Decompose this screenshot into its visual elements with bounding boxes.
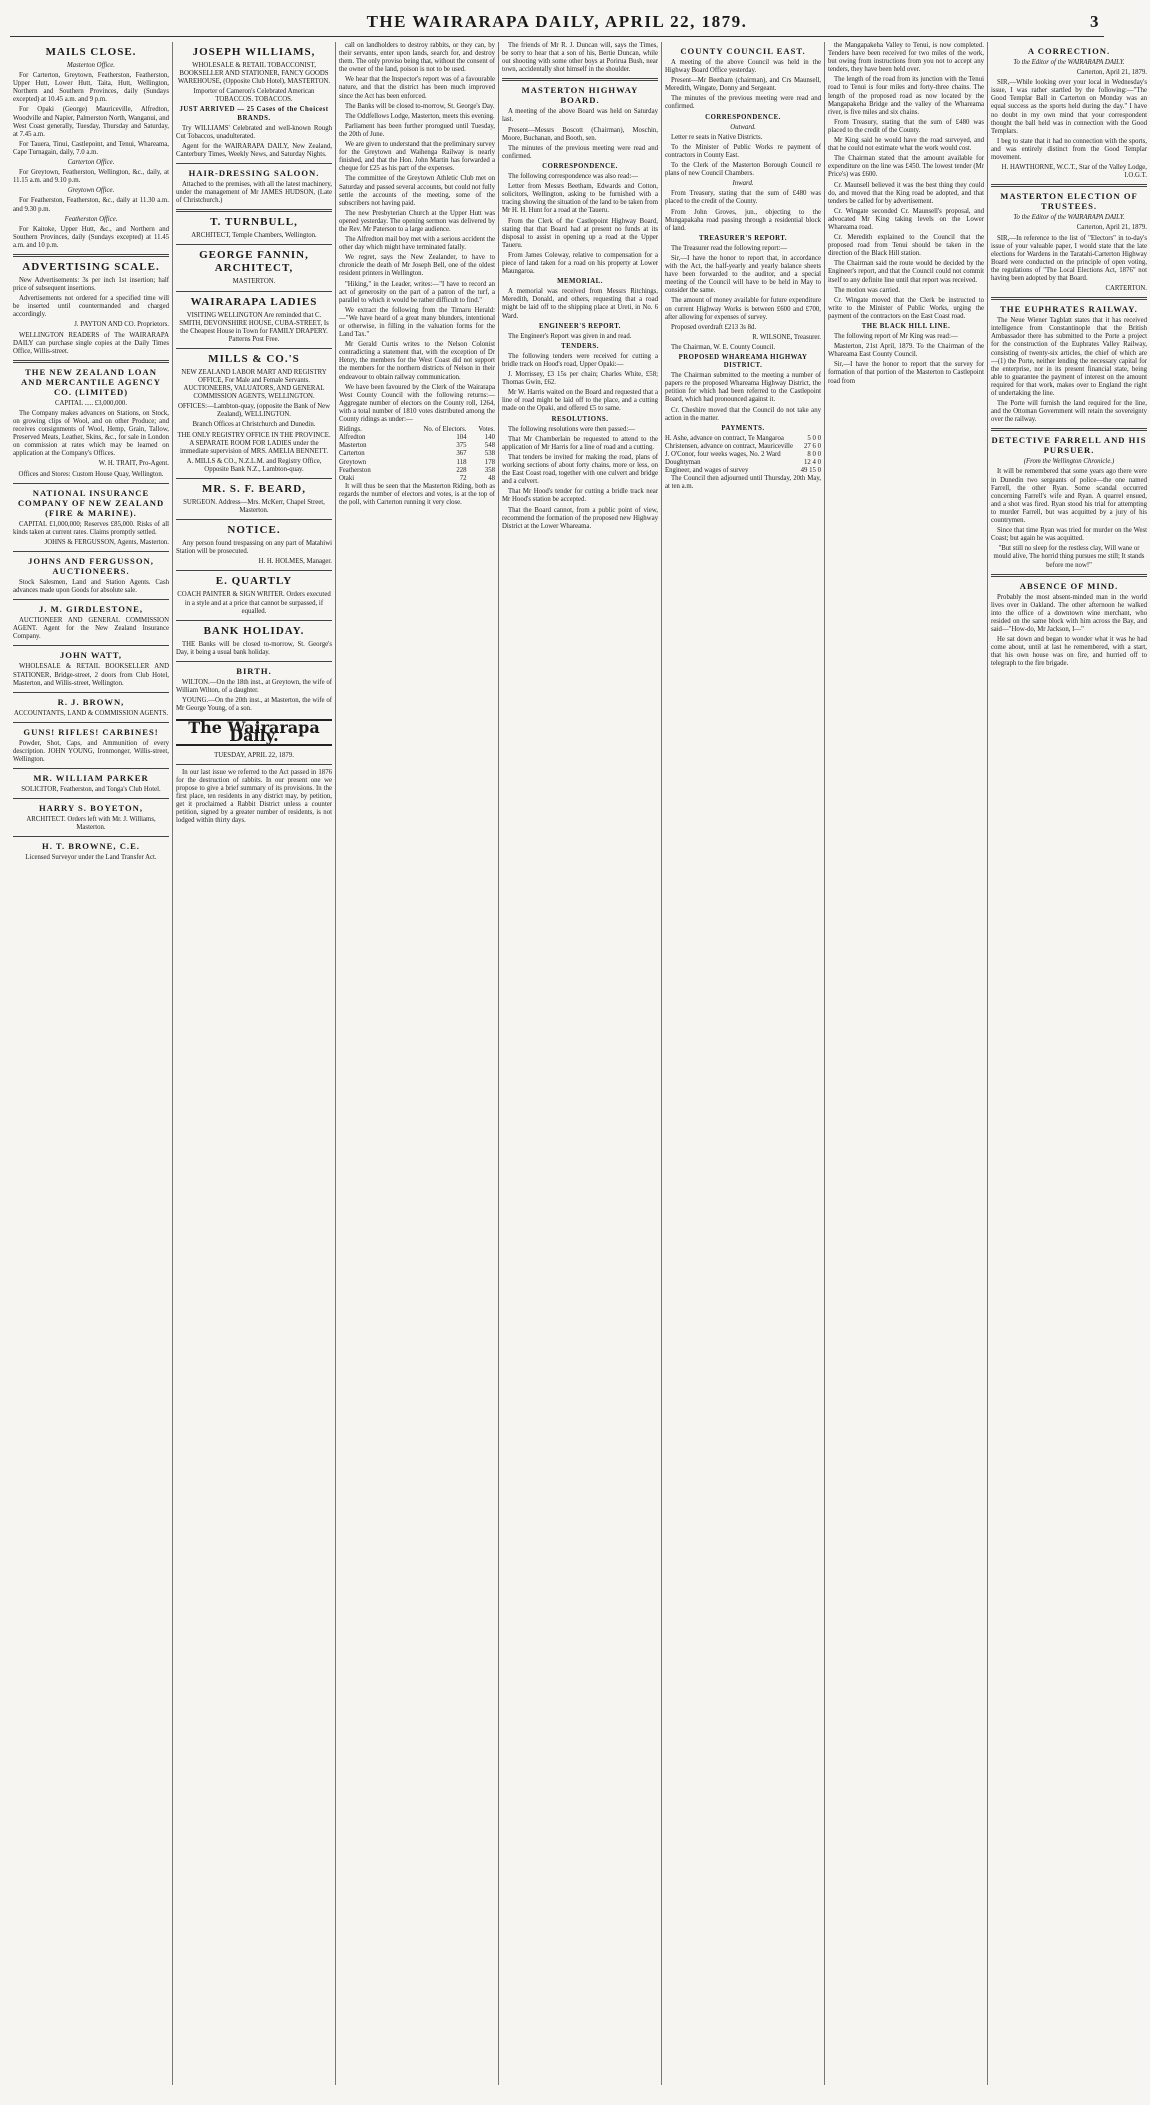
- letter-to: To the Editor of the WAIRARAPA DAILY.: [1013, 214, 1125, 222]
- girdlestone-heading: J. M. GIRDLESTONE,: [38, 604, 144, 615]
- article-text: The length of the road from its junction with the Tenui road to Tenui is four miles and forty-three chains. The length of the proposed road as now located by the Mangapakeha Bridge and the valley of the Whareama river, is five miles and six chains.: [828, 76, 984, 116]
- ridings-table: [339, 426, 495, 483]
- article-text: It will thus be seen that the Masterton Riding, both as regards the number of electors and votes, is at the top of the poll, with Carterton running it very close.: [339, 482, 495, 506]
- article-text: The Neue Wiener Tagblatt states that it has received intelligence from Constantinople that the British Ambassador there has submitted to the Porte a project for the construction of the Euphrates Valley Railway, consisting of twenty-six articles, the chief of which are—(1) the Porte, neither lending the necessary capital for the enterprise, nor in its present financial state, being able to guarantee the payment of interest on the amount required for that work, makes over to England the right of undertaking the line.: [991, 317, 1147, 397]
- farrell-heading: DETECTIVE FARRELL AND HIS PURSUER.: [991, 435, 1147, 456]
- table-cell: Alfredton: [339, 434, 366, 442]
- divider: [991, 574, 1147, 577]
- section-heading: PROPOSED WHAREAMA HIGHWAY DISTRICT.: [678, 354, 808, 370]
- article-text: From Treasury, stating that the sum of £480 was placed to the credit of the County.: [665, 190, 821, 206]
- notice-signature: H. H. HOLMES, Manager.: [258, 558, 332, 566]
- table-cell: Greytown: [339, 458, 367, 466]
- table-row: [339, 450, 495, 458]
- letter-signature: CARTERTON.: [1105, 285, 1147, 293]
- table-cell: 118: [456, 458, 467, 466]
- saloon-heading: HAIR-DRESSING SALOON.: [188, 168, 320, 179]
- insurance-signature: JOHNS & FERGUSSON, Agents, Masterton.: [44, 538, 169, 546]
- article-text: J. Morrissey, £3 15s per chain; Charles White, £58; Thomas Gwin, £62.: [502, 371, 658, 387]
- divider: [13, 768, 169, 769]
- table-row: [339, 442, 495, 450]
- article-text: The Porte will furnish the land required for the line, and the Ottoman Government will retain the sovereignty over the railway.: [991, 400, 1147, 424]
- divider: [13, 483, 169, 484]
- article-text: That tenders be invited for making the road, plans of working sections of about forty chains, more or less, on the East Coast road, together with one culvert and bridge and a culvert.: [502, 453, 658, 486]
- article-text: That the Board cannot, from a public point of view, recommend the formation of the proposed new Highway District at the Lower Whareama.: [502, 506, 658, 530]
- article-text: From the Clerk of the Castlepoint Highway Board, stating that that Board had at present no funds at its disposal to assist in opening up a road at the Upper Taueru.: [502, 217, 658, 249]
- table-cell: 12 4 0: [804, 459, 821, 467]
- subsection-heading: Outward.: [730, 123, 756, 131]
- article-text: Mr King said he would have the road surveyed, and that he could not estimate what the work would cost.: [828, 137, 984, 153]
- table-header: Votes.: [478, 426, 495, 434]
- railway-heading: THE EUPHRATES RAILWAY.: [1000, 304, 1138, 315]
- section-heading: TREASURER'S REPORT.: [698, 234, 788, 242]
- table-row: [339, 467, 495, 475]
- divider: [13, 722, 169, 723]
- divider: [176, 661, 332, 662]
- williams-text: Agent for the WAIRARAPA DAILY, New Zealand, Canterbury Times, Weekly News, and Saturday Nights.: [176, 142, 332, 158]
- article-text: call on landholders to destroy rabbits, or they can, by their servants, enter upon lands, search for, and destroy them. The only proviso being that, without the consent of the owner of the land, poison is not to be used.: [339, 42, 495, 74]
- table-cell: 228: [456, 466, 467, 474]
- section-heading: RESOLUTIONS.: [551, 415, 609, 423]
- williams-text: JUST ARRIVED — 25 Cases of the Choicest BRANDS.: [179, 106, 329, 122]
- fannin-heading: GEORGE FANNIN, ARCHITECT,: [199, 249, 309, 275]
- article-text: Cr. Cheshire moved that the Council do not take any action in the matter.: [665, 406, 821, 422]
- article-text: We extract the following from the Timaru Herald:—"We have heard of a great many blunders, intentional or otherwise, in filling in the valuation forms for the Land Tax.": [339, 306, 495, 339]
- mails-text: For Kaitoke, Upper Hutt, &c., and Northern and Southern Provinces, daily (Sundays excepted) at 11.45 a.m. and 10 p.m.: [13, 225, 169, 249]
- section-heading: PAYMENTS.: [721, 424, 765, 432]
- verse-text: "But still no sleep for the restless clay, Will wane or mould alive, The horrid thing pursues me still; It stands before me now!": [993, 545, 1145, 569]
- insurance-heading: NATIONAL INSURANCE COMPANY OF NEW ZEALAND (FIRE & MARINE).: [17, 487, 165, 518]
- table-cell: 8 0 0: [807, 451, 821, 459]
- mills-text: THE ONLY REGISTRY OFFICE IN THE PROVINCE. A SEPARATE ROOM FOR LADIES under the immediate supervision of MRS. AMELIA BENNETT.: [177, 431, 331, 455]
- advertising-text: WELLINGTON READERS of The WAIRARAPA DAILY can purchase single copies at the Daily Times Office, Willis-street.: [13, 331, 169, 355]
- birth-heading: BIRTH.: [236, 665, 272, 676]
- article-text: From James Coleway, relative to compensation for a piece of land taken for a road on his property at Lower Maungaroa.: [502, 251, 658, 276]
- table-cell: 538: [484, 450, 495, 458]
- table-row: [665, 443, 821, 451]
- board-heading: MASTERTON HIGHWAY BOARD.: [521, 85, 639, 106]
- notice-text: Any person found trespassing on any part of Matahiwi Station will be prosecuted.: [176, 540, 332, 556]
- agency-capital: CAPITAL ..... £3,000,000.: [54, 399, 128, 407]
- divider: [13, 360, 169, 363]
- column-2: [173, 42, 336, 2085]
- table-cell: 367: [456, 450, 467, 458]
- table-cell: Masterton: [339, 442, 367, 450]
- article-text: Letter re seats in Native Districts.: [671, 133, 763, 141]
- article-text: The Chairman said the route would be decided by the Engineer's report, and that the Council could not commit itself to any definite line until that report was received.: [828, 260, 984, 284]
- birth-text: YOUNG.—On the 20th inst., at Masterton, the wife of Mr George Young, of a son.: [176, 697, 332, 713]
- article-text: The minutes of the previous meeting were read and confirmed.: [502, 144, 658, 160]
- article-text: Masterton, 21st April, 1879. To the Chairman of the Whareama East County Council.: [828, 343, 984, 359]
- table-cell: Christensen, advance on contract, Mauriceville: [665, 442, 793, 450]
- article-text: The Council then adjourned until Thursday, 20th May, at ten a.m.: [665, 475, 821, 491]
- article-text: The Oddfellows Lodge, Masterton, meets this evening.: [345, 112, 495, 120]
- section-heading: CORRESPONDENCE.: [542, 162, 618, 170]
- article-text: Probably the most absent-minded man in the world lives over in Oakland. The other afternoon he walked into the office of a downtown wine merchant, who resided on the same block with him across the Bay, and said—"How-do, Mr Jackson, I—": [991, 593, 1147, 633]
- column-6: [825, 42, 988, 2085]
- fannin-text: MASTERTON.: [232, 278, 276, 286]
- divider: [13, 551, 169, 552]
- article-text: Mr Gerald Curtis writes to the Nelson Colonist contradicting a statement that, with the exception of Dr Henry, the members for the West Coast did not support the members for the northern districts of Nelson in their endeavour to obtain railway communication.: [339, 341, 495, 381]
- watt-text: WHOLESALE & RETAIL BOOKSELLER AND STATIONER, Bridge-street, 2 doors from Club Hotel, Masterton, and Willis-street, Wellington.: [13, 663, 169, 687]
- divider: [176, 570, 332, 571]
- table-cell: 49 15 0: [800, 467, 821, 475]
- article-text: Cr. Meredith explained to the Council that the proposed road from Tenui should be taken in the direction of the Black Hill station.: [828, 234, 984, 258]
- table-cell: Doughtyman: [665, 459, 701, 467]
- ladies-heading: WAIRARAPA LADIES: [190, 295, 318, 308]
- column-7: [988, 42, 1150, 2085]
- section-heading: MEMORIAL.: [557, 278, 603, 286]
- article-text: The minutes of the previous meeting were read and confirmed.: [665, 95, 821, 111]
- correction-heading: A CORRECTION.: [1027, 46, 1111, 56]
- brown-text: ACCOUNTANTS, LAND & COMMISSION AGENTS.: [13, 709, 169, 717]
- divider: [176, 209, 332, 212]
- advertising-text: New Advertisements: 3s per inch 1st insertion; half price of subsequent insertions.: [13, 276, 169, 293]
- article-text: To the Minister of Public Works re payment of contractors in County East.: [665, 143, 821, 159]
- divider: [176, 478, 332, 479]
- beard-text: SURGEON. Address—Mrs. McKerr, Chapel Street, Masterton.: [183, 499, 325, 515]
- mails-heading: MAILS CLOSE.: [45, 46, 137, 58]
- girdlestone-text: AUCTIONEER AND GENERAL COMMISSION AGENT. Agent for the New Zealand Insurance Company.: [13, 617, 169, 641]
- article-text: SIR,—While looking over your local in Wednesday's issue, I was rather startled by the following:—"The Good Templar Ball in Carterton on Monday was an equal success as the sports held during the day." I have no doubt in my own mind that your correspondent thought the ball held was in connection with the Good Templars.: [991, 79, 1147, 135]
- article-text: The Chairman stated that the amount available for expenditure on the line was £450. The lowest tender (Mr Price's) was £600.: [828, 155, 984, 179]
- mills-text: Branch Offices at Christchurch and Dunedin.: [192, 421, 316, 429]
- table-cell: Otaki: [339, 474, 355, 482]
- article-text: I beg to state that it had no connection with the sports, and was entirely distinct from the Good Templar movement.: [991, 137, 1147, 162]
- insurance-text: CAPITAL £1,000,000; Reserves £85,000. Risks of all kinds taken at current rates. Claims promptly settled.: [13, 520, 169, 536]
- mills-text: NEW ZEALAND LABOR MART AND REGISTRY OFFICE, For Male and Female Servants. AUCTIONEERS, VALUATORS, AND GENERAL COMMISSION AGENTS, WELLINGTON.: [181, 368, 327, 401]
- table-row: [665, 451, 821, 459]
- table-cell: Featherston: [339, 466, 371, 474]
- divider: [13, 645, 169, 646]
- mails-text: For Tauera, Tinui, Castlepoint, and Tenui, Whareama, Cape Turnagain, daily, 7.0 a.m.: [13, 140, 169, 156]
- divider: [13, 692, 169, 693]
- holiday-text: THE Banks will be closed to-morrow, St. George's Day, it being a usual bank holiday.: [176, 640, 332, 656]
- agency-heading: THE NEW ZEALAND LOAN AND MERCANTILE AGENCY CO. (LIMITED): [21, 366, 161, 397]
- article-text: From John Groves, jun., objecting to the Mungapakaha road passing through a residential block of land.: [665, 208, 821, 232]
- holiday-heading: BANK HOLIDAY.: [203, 624, 305, 637]
- advertising-heading: ADVERTISING SCALE.: [22, 260, 160, 273]
- article-text: The motion was carried.: [834, 286, 901, 294]
- quartly-heading: E. QUARTLY: [215, 575, 293, 588]
- article-text: Letter from Messrs Beetham, Edwards and Cotton, solicitors, Wellington, asking to be furnished with a tracing showing the situation of the land to be taken from Mr H. H. Hunt for a road at the Taueru.: [502, 183, 658, 215]
- article-text: The Alfredton mail boy met with a serious accident the other day which might have terminated fatally.: [339, 236, 495, 252]
- table-row: [665, 459, 821, 467]
- notice-heading: NOTICE.: [227, 524, 281, 537]
- turnbull-text: ARCHITECT, Temple Chambers, Wellington.: [191, 232, 317, 240]
- article-text: Since that time Ryan was tried for murder on the West Coast; but again he was acquitted.: [991, 527, 1147, 543]
- page-number: 3: [1090, 12, 1100, 31]
- article-text: The new Presbyterian Church at the Upper Hutt was opened yesterday. The opening sermon was delivered by the Rev. Mr Paterson to a large audience.: [339, 209, 495, 233]
- mails-text: For Carterton, Greytown, Featherston, Featherston, Upper Hutt, Lower Hutt, Taita, Hutt, Wellington, Northern and Southern Provinces, daily (Sundays excepted) at 10.45 a.m. and 9 p.m.: [13, 72, 169, 104]
- table-header: No. of Electors.: [423, 426, 467, 434]
- watt-heading: JOHN WATT,: [59, 650, 123, 661]
- subsection-heading: Inward.: [732, 180, 754, 188]
- article-text: A meeting of the above Board was held on Saturday last.: [502, 108, 658, 124]
- table-cell: 548: [484, 442, 495, 450]
- table-cell: Carterton: [339, 450, 365, 458]
- divider: [502, 78, 658, 81]
- mails-sub-greytown: Greytown Office.: [67, 187, 115, 195]
- beard-heading: MR. S. F. BEARD,: [202, 483, 306, 495]
- section-heading: TENDERS.: [561, 342, 599, 350]
- article-text: Sir,—I have the honor to report that, in accordance with the Act, the half-yearly and yearly balance sheets have been forwarded to the auditor, and a special meeting of the Council will have to be held in May to consider the same.: [665, 254, 821, 295]
- table-cell: J. O'Conor, four weeks wages, No. 2 Ward: [665, 451, 781, 459]
- article-text: The Chairman, W. E. County Council.: [671, 343, 776, 351]
- divider: [13, 798, 169, 799]
- agency-signature: W. H. TRAIT, Pro-Agent.: [98, 460, 169, 468]
- absence-heading: ABSENCE OF MIND.: [1019, 580, 1119, 591]
- agency-text: The Company makes advances on Stations, on Stock, on growing clips of Wool, and on other Produce; and receives consignments of Wool, Hemp, Grain, Tallow, Preserved Meats, Leather, Skins, &c., for sale in London on commission at rates which may be learned on application at the Company's Offices.: [13, 409, 169, 458]
- article-text: To the Clerk of the Masterton Borough Council re plans of new Council Chambers.: [665, 162, 821, 178]
- page-title: THE WAIRARAPA DAILY, APRIL 22, 1879.: [366, 12, 748, 31]
- article-text: Mr W. Harris waited on the Board and requested that a line of road might be laid off to the place, and a cutting made on the Opaki, and offered £5 to same.: [502, 389, 658, 413]
- browne-heading: H. T. BROWNE, C.E.: [42, 841, 140, 852]
- article-text: The following tenders were received for cutting a bridle track on Hood's road, Upper Opaki:—: [502, 352, 658, 368]
- article-text: Parliament has been further prorogued until Tuesday, the 20th of June.: [339, 122, 495, 138]
- divider: [991, 297, 1147, 300]
- letter-to: To the Editor of the WAIRARAPA DAILY.: [1013, 59, 1125, 66]
- mills-text: OFFICES:—Lambton-quay, (opposite the Bank of New Zealand), WELLINGTON.: [177, 403, 331, 419]
- article-text: SIR,—In reference to the list of "Electors" in to-day's issue of your valuable paper, I would state that the late elections for Wardens in the Taratahi-Carterton Highway Board were conducted on the principle of open voting, the regulations of "The Local Elections Act, 1876" not having been adopted by that Board.: [991, 234, 1147, 282]
- divider: [13, 836, 169, 837]
- turnbull-heading: T. TURNBULL,: [210, 216, 298, 229]
- table-cell: 140: [484, 434, 495, 442]
- article-text: The Engineer's Report was given in and read.: [508, 332, 632, 340]
- article-text: A meeting of the above Council was held in the Highway Board Office yesterday.: [665, 59, 821, 75]
- table-cell: 5 0 0: [807, 434, 821, 442]
- column-3: [336, 42, 499, 2085]
- letter-date: Carterton, April 21, 1879.: [1076, 224, 1147, 232]
- editorial-text: In our last issue we referred to the Act passed in 1876 for the destruction of rabbits. In our present one we propose to give a brief summary of its provisions. In the first place, ten residents in any district may, by petition, get it proclaimed a Rabbit District unless a counter petition, signed by a greater number of residents, is not lodged within thirty days.: [176, 768, 332, 825]
- boyeton-heading: HARRY S. BOYETON,: [38, 803, 144, 814]
- article-text: From Treasury, stating that the sum of £480 was placed to the credit of the County.: [828, 118, 984, 134]
- agency-offices: Offices and Stores: Custom House Quay, Wellington.: [18, 470, 164, 478]
- johns-heading: JOHNS AND FERGUSSON, AUCTIONEERS.: [28, 555, 154, 576]
- mails-text: For Greytown, Featherston, Wellington, &c., daily, at 11.15 a.m. and 9.10 p.m.: [13, 169, 169, 185]
- divider: [176, 291, 332, 292]
- columns: [10, 42, 1147, 2085]
- divider: [176, 244, 332, 245]
- table-header: Ridings.: [339, 426, 362, 434]
- browne-text: Licensed Surveyor under the Land Transfer Act.: [25, 854, 157, 862]
- article-text: Proposed overdraft £213 3s 8d.: [671, 323, 757, 331]
- payments-table: [665, 435, 821, 475]
- divider: [176, 620, 332, 621]
- table-row: [665, 435, 821, 443]
- mills-heading: MILLS & CO.'S: [208, 352, 300, 365]
- article-text: Cr. Wingate moved that the Clerk be instructed to write to the Minister of Public Works, urging the payment of the contractors on the East Coast road.: [828, 296, 984, 320]
- quartly-text: COACH PAINTER & SIGN WRITER. Orders executed in a style and at a price that cannot be surpassed, if equalled.: [177, 591, 331, 615]
- newspaper-banner: The Wairarapa Daily.: [176, 719, 332, 745]
- article-text: That Mr Chamberlain be requested to attend to the application of Mr Harris for a line of road and a cutting.: [502, 435, 658, 451]
- table-cell: 72: [459, 474, 467, 482]
- table-cell: 375: [456, 442, 467, 450]
- article-text: It will be remembered that some years ago there were in Dunedin two sergeants of police—the one named Farrell, the other Ryan. Some scandal occurred concerning Farrell's wife and Ryan. A quarrel ensued, and a shot was fired. Ryan stood his trial for attempting to murder Farrell, but was acquitted by a jury of his countrymen.: [991, 468, 1147, 525]
- article-text: Sir,—I have the honor to report that the survey for formation of that portion of the Masterton to Castlepoint road from: [828, 361, 984, 385]
- article-text: The amount of money available for future expenditure on current Highway Works is between £600 and £700, after allowing for expenses of survey.: [665, 297, 821, 321]
- mails-sub-masterton: Masterton Office.: [67, 62, 115, 69]
- table-row: [339, 434, 495, 442]
- article-text: Cr. Wingate seconded Cr. Maunsell's proposal, and advocated Mr King taking levels on the Lower Whareama road.: [828, 207, 984, 231]
- advertising-signature: J. PAYTON AND CO. Proprietors.: [74, 321, 169, 329]
- article-source: (From the Wellington Chronicle.): [1023, 458, 1115, 466]
- table-header-row: [339, 426, 495, 434]
- column-4: [499, 42, 662, 2085]
- table-cell: 358: [484, 466, 495, 474]
- table-row: [665, 467, 821, 475]
- table-row: [339, 475, 495, 483]
- article-text: Present—Mr Beetham (chairman), and Crs Maunsell, Meredith, Wingate, Donny and Sergeant.: [665, 77, 821, 93]
- divider: [176, 764, 332, 765]
- newspaper-page: [10, 10, 1147, 2085]
- article-text: A memorial was received from Messrs Ritchings, Meredith, Donald, and others, requesting that a road might be laid off to the shipping place at Ureti, in No. 6 Ward.: [502, 288, 658, 320]
- election-heading: MASTERTON ELECTION OF TRUSTEES.: [1000, 191, 1138, 212]
- council-heading: COUNTY COUNCIL EAST.: [680, 46, 806, 56]
- article-text: The Treasurer read the following report:—: [671, 244, 788, 252]
- article-text: Cr. Maunsell believed it was the best thing they could do, and moved that the King road be adopted, and that tenders be called for by advertisement.: [828, 181, 984, 205]
- letter-signature: H. HAWTHORNE, W.C.T., Star of the Valley Lodge, I.O.G.T.: [1001, 164, 1147, 180]
- williams-text: WHOLESALE & RETAIL TOBACCONIST, BOOKSELLER AND STATIONER, FANCY GOODS WAREHOUSE, (Opposite Club Hotel), MASTERTON.: [177, 62, 331, 86]
- table-cell: 27 6 0: [804, 442, 821, 450]
- divider: [991, 184, 1147, 187]
- williams-text: Try WILLIAMS' Celebrated and well-known Rough Cut Tobaccos, unadulterated.: [176, 124, 332, 140]
- divider: [13, 254, 169, 257]
- article-text: The Chairman submitted to the meeting a number of papers re the proposed Whareama Highway District, the petition for which had been referred to the Castlepoint Board, which had pronounced against it.: [665, 372, 821, 404]
- table-cell: H. Ashe, advance on contract, Te Mangaroa: [665, 434, 784, 442]
- mills-signature: A. MILLS & CO., N.Z.L.M. and Registry Office, Opposite Bank N.Z., Lambton-quay.: [186, 457, 322, 473]
- williams-heading: JOSEPH WILLIAMS,: [192, 46, 316, 58]
- divider: [176, 519, 332, 520]
- guns-text: Powder, Shot, Caps, and Ammunition of every description. JOHN YOUNG, Ironmonger, Willis-street, Wellington.: [13, 739, 169, 763]
- ladies-text: VISITING WELLINGTON Are reminded that C. SMITH, DEVONSHIRE HOUSE, CUBA-STREET, Is the Cheapest House in Town for FAMILY DRAPERY. Patterns Post Free.: [179, 311, 329, 343]
- article-text: the Mangapakeha Valley to Tenui, is now completed. Tenders have been received for two miles of the work, but owing from instructions from you not to accept any tenders, they have been held over.: [828, 42, 984, 74]
- mails-text: For Opaki (George) Mauriceville, Alfredton, Woodville and Napier, Palmerston North, Wanganui, and West Coast generally, Tuesday, Thursday and Saturday, at 7.45 a.m.: [13, 106, 169, 138]
- article-text: The Banks will be closed to-morrow, St. George's Day.: [345, 102, 495, 110]
- article-text: Present—Messrs Boscott (Chairman), Moschin, Moore, Buchanan, and Booth, sen.: [502, 126, 658, 142]
- birth-text: WILTON.—On the 18th inst., at Greytown, the wife of William Wilton, of a daughter.: [176, 678, 332, 695]
- article-text: The friends of Mr R. J. Duncan will, says the Times, be sorry to hear that a son of his, Bertie Duncan, while out shooting with some other boys at Porirua Bush, near town, accidentally shot himself in the shoulder.: [502, 42, 658, 74]
- table-cell: 104: [456, 434, 467, 442]
- parker-heading: MR. WILLIAM PARKER: [33, 773, 149, 784]
- article-text: We are given to understand that the preliminary survey for the Greytown and Waihenga Railway is nearly finished, and that the Hon. John Martin has forwarded a cheque for £25 as his part of the expenses.: [339, 141, 495, 173]
- article-text: He sat down and began to wonder what it was he had come about, until at last he remembered, with a start, that his own house was on fire, and hurried off to telegraph to the fire brigade.: [991, 636, 1147, 668]
- divider: [176, 348, 332, 349]
- article-text: We hear that the Inspector's report was of a favourable nature, and that the district has been much improved since the Act has been enforced.: [339, 76, 495, 100]
- boyeton-text: ARCHITECT. Orders left with Mr. J. Williams, Masterton.: [26, 816, 156, 832]
- article-text: The following correspondence was also read:—: [508, 173, 639, 181]
- saloon-text: Attached to the premises, with all the latest machinery, under the management of Mr JAMES HUDSON, (Late of Christchurch.): [176, 181, 332, 205]
- article-text: The following resolutions were then passed:—: [508, 425, 636, 433]
- article-text: That Mr Hood's tender for cutting a bridle track near Mr Hood's station be accepted.: [502, 488, 658, 504]
- mails-sub-carterton: Carterton Office.: [67, 159, 115, 167]
- williams-text: Importer of Cameron's Celebrated American TOBACCOS. TOBACCOS.: [193, 88, 315, 104]
- divider: [176, 163, 332, 164]
- column-1: [10, 42, 173, 2085]
- treasurer-signature: R. WILSONE, Treasurer.: [752, 333, 821, 341]
- issue-date: TUESDAY, APRIL 22, 1879.: [214, 751, 294, 759]
- article-text: The following report of Mr King was read:—: [834, 333, 958, 341]
- mails-sub-featherston: Featherston Office.: [64, 215, 118, 223]
- section-heading: ENGINEER'S REPORT.: [539, 322, 621, 330]
- article-text: We have been favoured by the Clerk of the Wairarapa West County Council with the following returns:— Aggregate number of electors on the County roll, 1264, with a total number of 1810 votes distributed among the County ridings as under:—: [339, 383, 495, 424]
- parker-text: SOLICITOR, Featherston, and Tonga's Club Hotel.: [21, 786, 161, 794]
- table-row: [339, 459, 495, 467]
- column-5: [662, 42, 825, 2085]
- divider: [13, 599, 169, 600]
- guns-heading: GUNS! RIFLES! CARBINES!: [23, 726, 159, 737]
- letter-date: Carterton, April 21, 1879.: [1076, 69, 1147, 77]
- advertising-text: Advertisements not ordered for a specified time will be inserted until countermanded and charged accordingly.: [13, 295, 169, 319]
- article-text: The committee of the Greytown Athletic Club met on Saturday and passed several accounts, but could not fully settle the accounts of the meeting, some of the subscribers not having paid.: [339, 175, 495, 207]
- table-cell: 178: [484, 458, 495, 466]
- masthead: [10, 10, 1104, 37]
- brown-heading: R. J. BROWN,: [57, 696, 125, 707]
- section-heading: CORRESPONDENCE.: [705, 113, 781, 121]
- section-heading: THE BLACK HILL LINE.: [861, 323, 951, 330]
- divider: [991, 428, 1147, 431]
- article-text: We regret, says the New Zealander, to have to chronicle the death of Mr Joseph Bell, one of the oldest resident printers in Wellington.: [339, 254, 495, 278]
- johns-text: Stock Salesmen, Land and Station Agents. Cash advances made upon Goods for absolute sale.: [13, 578, 169, 595]
- mails-text: For Featherston, Featherston, &c., daily at 11.30 a.m. and 9.30 p.m.: [13, 197, 169, 213]
- table-cell: Engineer, and wages of survey: [665, 467, 749, 475]
- table-cell: 48: [488, 474, 495, 482]
- article-text: "Hiking," in the Leader, writes:—"I have to record an act of generosity on the part of a patron of the turf, a parallel to which it would be rather difficult to find.": [339, 280, 495, 304]
